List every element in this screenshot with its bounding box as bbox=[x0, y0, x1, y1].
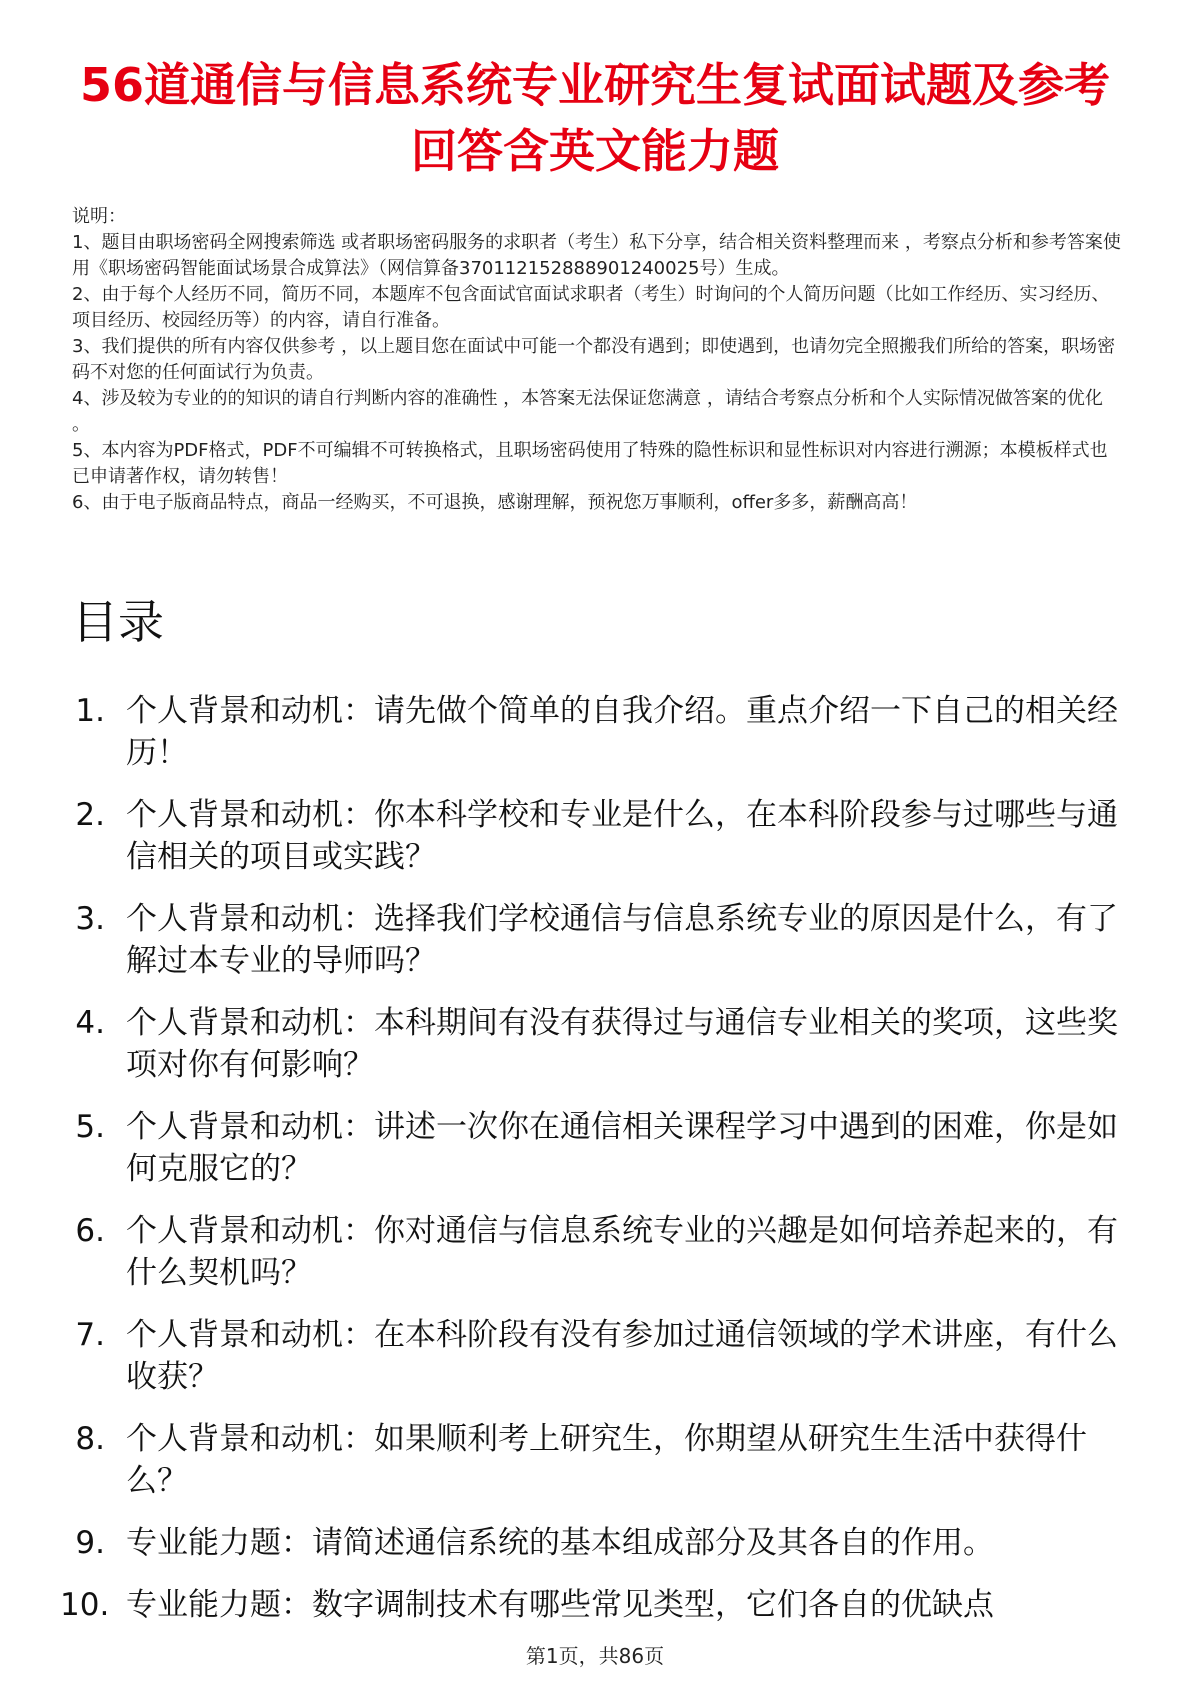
note-item: 6、由于电子版商品特点，商品一经购买，不可退换，感谢理解，预祝您万事顺利，offer多多，薪酬高高！ bbox=[72, 492, 918, 513]
toc-item-text: 个人背景和动机：讲述一次你在通信相关课程学习中遇到的困难，你是如何克服它的？ bbox=[126, 1109, 1118, 1187]
toc-item[interactable] bbox=[60, 1314, 1120, 1398]
notes-heading: 说明： bbox=[72, 206, 126, 227]
toc-item-text: 个人背景和动机：选择我们学校通信与信息系统专业的原因是什么，有了解过本专业的导师吗？ bbox=[126, 901, 1118, 979]
note-item: 2、由于每个人经历不同，简历不同，本题库不包含面试官面试求职者（考生）时询问的个人简历问题（比如工作经历、实习经历、项目经历、校园经历等）的内容，请自行准备。 bbox=[72, 284, 1110, 331]
note-item: 1、题目由职场密码全网搜索筛选 或者职场密码服务的求职者（考生）私下分享，结合相关资料整理而来 ，考察点分析和参考答案使用《职场密码智能面试场景合成算法》（网信算备370112152888901240025号）生成。 bbox=[72, 232, 1121, 279]
toc-item[interactable] bbox=[60, 1522, 1120, 1564]
note-item: 5、本内容为PDF格式，PDF不可编辑不可转换格式，且职场密码使用了特殊的隐性标识和显性标识对内容进行溯源；本模板样式也已申请著作权，请勿转售！ bbox=[72, 440, 1108, 487]
table-of-contents bbox=[60, 690, 1120, 1646]
toc-item-number: 6. bbox=[75, 1213, 105, 1249]
toc-item-text: 个人背景和动机：在本科阶段有没有参加过通信领域的学术讲座，有什么收获？ bbox=[126, 1317, 1118, 1395]
toc-item-text: 专业能力题：请简述通信系统的基本组成部分及其各自的作用。 bbox=[126, 1525, 994, 1561]
note-item: 4、涉及较为专业的的知识的请自行判断内容的准确性 ，本答案无法保证您满意 ，请结合考察点分析和个人实际情况做答案的优化 。 bbox=[72, 388, 1103, 435]
note-item: 3、我们提供的所有内容仅供参考 ，以上题目您在面试中可能一个都没有遇到；即使遇到，也请勿完全照搬我们所给的答案，职场密码不对您的任何面试行为负责。 bbox=[72, 336, 1116, 383]
toc-item-number: 3. bbox=[75, 901, 105, 937]
toc-item-text: 个人背景和动机：你本科学校和专业是什么，在本科阶段参与过哪些与通信相关的项目或实践？ bbox=[126, 797, 1118, 875]
document-title: 56道通信与信息系统专业研究生复试面试题及参考回答含英文能力题 bbox=[79, 58, 1110, 178]
toc-item-text: 个人背景和动机：你对通信与信息系统专业的兴趣是如何培养起来的，有什么契机吗？ bbox=[126, 1213, 1118, 1291]
toc-item-number: 8. bbox=[75, 1421, 105, 1457]
page-number-footer: 第1页，共86页 bbox=[525, 1644, 665, 1668]
toc-item[interactable] bbox=[60, 1584, 1120, 1626]
toc-item[interactable] bbox=[60, 898, 1120, 982]
toc-item-number: 4. bbox=[75, 1005, 105, 1041]
toc-item-number: 10. bbox=[60, 1587, 110, 1623]
toc-item[interactable] bbox=[60, 1418, 1120, 1502]
toc-item-text: 个人背景和动机：本科期间有没有获得过与通信专业相关的奖项，这些奖项对你有何影响？ bbox=[126, 1005, 1118, 1083]
toc-item-text: 个人背景和动机：如果顺利考上研究生，你期望从研究生生活中获得什么？ bbox=[126, 1421, 1087, 1499]
notes-section bbox=[72, 204, 1124, 516]
toc-item-number: 9. bbox=[75, 1525, 105, 1561]
toc-item[interactable] bbox=[60, 1002, 1120, 1086]
toc-item-number: 1. bbox=[75, 693, 105, 729]
toc-item[interactable] bbox=[60, 1106, 1120, 1190]
toc-item[interactable] bbox=[60, 690, 1120, 774]
toc-heading: 目录 bbox=[72, 595, 164, 649]
toc-item-text: 个人背景和动机：请先做个简单的自我介绍。重点介绍一下自己的相关经历！ bbox=[126, 693, 1118, 771]
toc-item[interactable] bbox=[60, 794, 1120, 878]
toc-item-number: 2. bbox=[75, 797, 105, 833]
toc-item-number: 7. bbox=[75, 1317, 105, 1353]
toc-item-number: 5. bbox=[75, 1109, 105, 1145]
toc-item-text: 专业能力题：数字调制技术有哪些常见类型，它们各自的优缺点 bbox=[126, 1587, 994, 1623]
toc-item[interactable] bbox=[60, 1210, 1120, 1294]
